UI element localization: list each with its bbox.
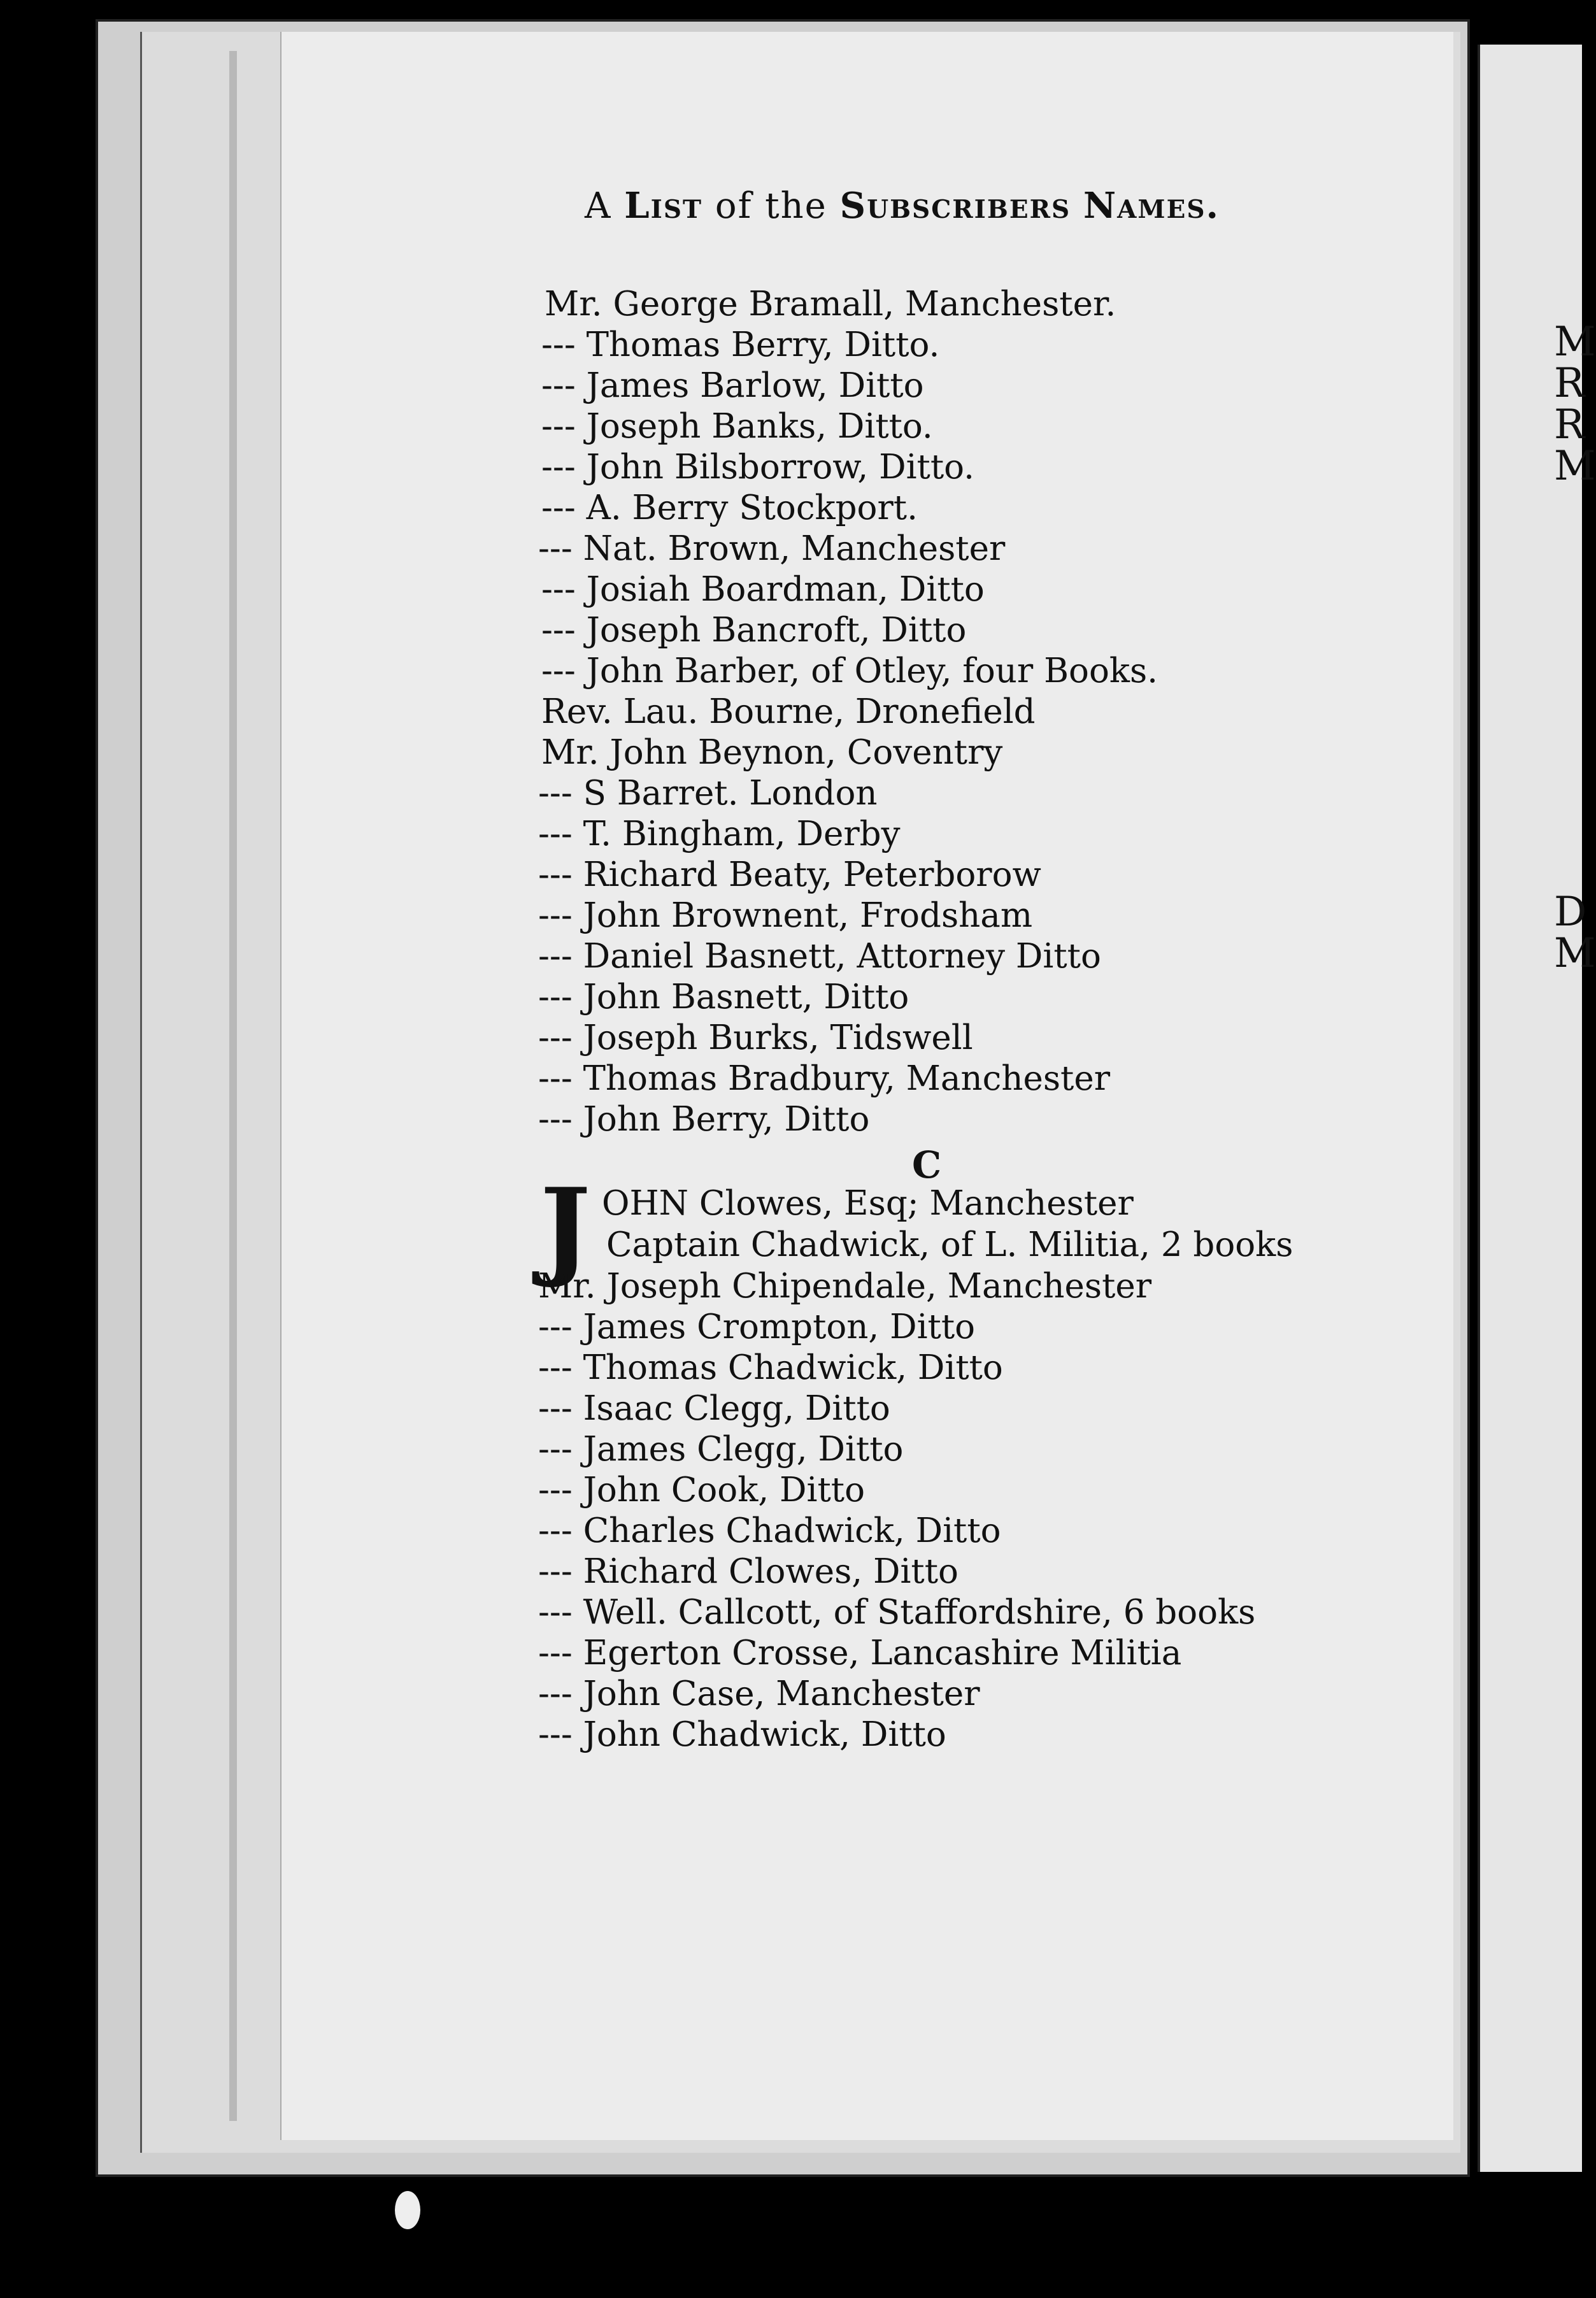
subscriber-entry: --- John Berry, Ditto: [538, 1100, 870, 1139]
title-mid: of the: [702, 185, 840, 227]
title-names: Names.: [1083, 185, 1220, 227]
subscriber-entry: --- Thomas Berry, Ditto.: [541, 325, 940, 364]
facing-page-letter: R: [1554, 360, 1585, 407]
subscriber-entry: --- John Basnett, Ditto: [538, 978, 909, 1017]
subscriber-entry: --- Thomas Chadwick, Ditto: [538, 1348, 1003, 1387]
subscriber-entry: --- John Cook, Ditto: [538, 1471, 865, 1509]
subscriber-entry: --- John Barber, of Otley, four Books.: [541, 652, 1158, 690]
subscriber-entry: --- Charles Chadwick, Ditto: [538, 1511, 1001, 1550]
title-list: List: [624, 185, 703, 227]
facing-page-letter: D: [1554, 889, 1587, 936]
drop-cap: J: [540, 1164, 591, 1290]
subscriber-entry: --- S Barret. London: [538, 774, 878, 813]
subscriber-entry: --- James Crompton, Ditto: [538, 1308, 976, 1346]
facing-page-letter: R: [1554, 401, 1585, 448]
subscriber-entry: --- John Chadwick, Ditto: [538, 1715, 946, 1754]
subscriber-entry: --- Egerton Crosse, Lancashire Militia: [538, 1634, 1182, 1673]
subscriber-entry: --- Thomas Bradbury, Manchester: [538, 1059, 1111, 1098]
facing-page-letter: M: [1554, 930, 1596, 977]
subscriber-entry: --- James Clegg, Ditto: [538, 1430, 904, 1469]
subscriber-entry: --- Well. Callcott, of Staffordshire, 6 books: [538, 1593, 1256, 1632]
subscriber-entry: --- Joseph Bancroft, Ditto: [541, 611, 967, 650]
subscriber-entry: Mr. George Bramall, Manchester.: [545, 285, 1116, 324]
subscriber-entry: --- Joseph Burks, Tidswell: [538, 1018, 973, 1057]
subscriber-entry: Mr. John Beynon, Coventry: [541, 733, 1003, 772]
page-title: [585, 185, 1220, 227]
subscriber-entry: --- John Bilsborrow, Ditto.: [541, 448, 974, 487]
subscriber-entry: --- T. Bingham, Derby: [538, 815, 901, 853]
section-letter: C: [912, 1143, 942, 1187]
subscriber-entry: --- Isaac Clegg, Ditto: [538, 1389, 890, 1428]
subscriber-entry: --- John Brownent, Frodsham: [538, 896, 1033, 935]
facing-page-letter: M: [1554, 318, 1596, 366]
subscriber-entry: Captain Chadwick, of L. Militia, 2 books: [606, 1225, 1293, 1264]
title-subscribers: Subscribers: [839, 185, 1071, 227]
subscriber-entry: --- Daniel Basnett, Attorney Ditto: [538, 937, 1101, 976]
subscriber-entry: OHN Clowes, Esq; Manchester: [602, 1184, 1134, 1223]
subscriber-entry: --- Richard Clowes, Ditto: [538, 1552, 958, 1591]
subscriber-entry: --- Nat. Brown, Manchester: [538, 529, 1006, 568]
subscriber-entry: --- A. Berry Stockport.: [541, 489, 918, 527]
subscriber-entry: --- Josiah Boardman, Ditto: [541, 570, 985, 609]
subscriber-entry: Mr. Joseph Chipendale, Manchester: [538, 1267, 1152, 1306]
page-fold: [229, 51, 237, 2121]
subscriber-entry: Rev. Lau. Bourne, Dronefield: [541, 692, 1036, 731]
facing-page-letter: M: [1554, 443, 1596, 490]
paper-speck: [395, 2191, 420, 2229]
subscriber-entry: --- John Case, Manchester: [538, 1674, 980, 1713]
subscriber-entry: --- Joseph Banks, Ditto.: [541, 407, 933, 446]
subscriber-entry: --- Richard Beaty, Peterborow: [538, 855, 1041, 894]
title-pre: A: [585, 185, 625, 227]
subscriber-entry: --- James Barlow, Ditto: [541, 366, 924, 405]
